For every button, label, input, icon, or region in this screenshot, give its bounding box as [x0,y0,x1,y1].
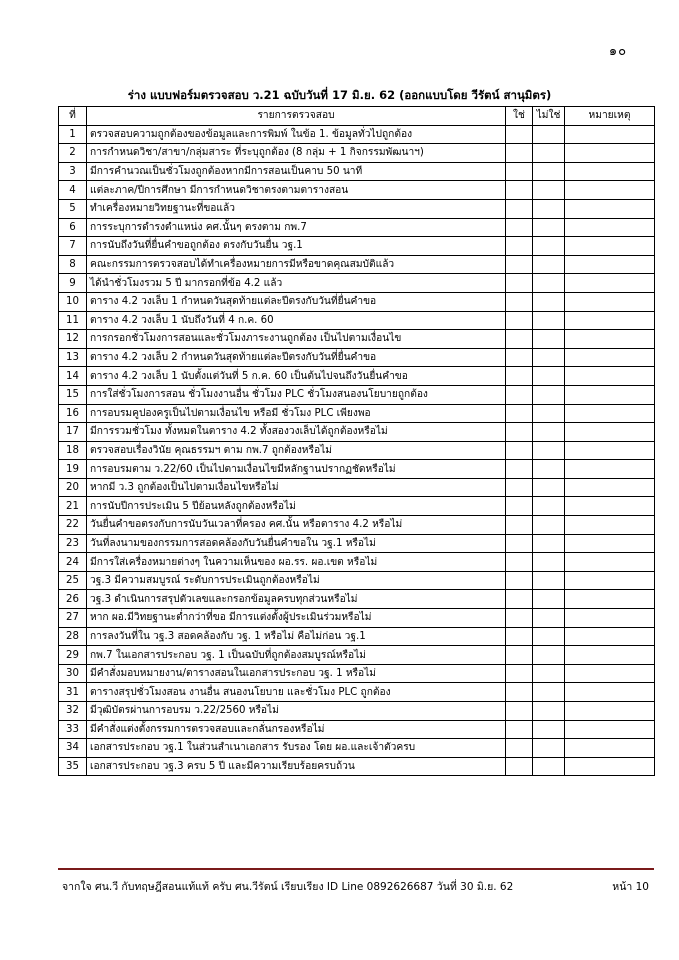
row-item-text: การนับปีการประเมิน 5 ปีย้อนหลังถูกต้องหรือไม่ [87,497,506,516]
row-item-text: หาก ผอ.มีวิทยฐานะต่ำกว่าที่ขอ มีการแต่งตั้งผู้ประเมินร่วมหรือไม่ [87,609,506,628]
row-remark-cell[interactable] [565,609,655,628]
row-item-text: ทำเครื่องหมายวิทยฐานะที่ขอแล้ว [87,199,506,218]
row-yes-cell[interactable] [506,757,533,776]
table-row [59,627,655,646]
table-row [59,683,655,702]
row-number: 34 [59,739,87,758]
row-number: 16 [59,404,87,423]
row-no-cell[interactable] [533,218,565,237]
row-yes-cell[interactable] [506,571,533,590]
row-number: 13 [59,348,87,367]
row-remark-cell[interactable] [565,181,655,200]
checklist-table [58,106,655,776]
table-row [59,255,655,274]
row-no-cell[interactable] [533,609,565,628]
row-yes-cell[interactable] [506,292,533,311]
row-number: 25 [59,571,87,590]
table-row [59,218,655,237]
row-item-text: มีวุฒิบัตรผ่านการอบรม ว.22/2560 หรือไม่ [87,702,506,721]
row-yes-cell[interactable] [506,646,533,665]
row-yes-cell[interactable] [506,218,533,237]
row-yes-cell[interactable] [506,534,533,553]
table-row [59,571,655,590]
footer-divider [58,868,654,870]
row-yes-cell[interactable] [506,460,533,479]
row-number: 10 [59,292,87,311]
row-yes-cell[interactable] [506,367,533,386]
row-item-text: การนับถึงวันที่ยื่นคำขอถูกต้อง ตรงกับวันยื่น วฐ.1 [87,237,506,256]
row-item-text: การระบุการดำรงตำแหน่ง คศ.นั้นๆ ตรงตาม กพ.7 [87,218,506,237]
row-yes-cell[interactable] [506,255,533,274]
row-number: 5 [59,199,87,218]
row-remark-cell[interactable] [565,330,655,349]
row-remark-cell[interactable] [565,367,655,386]
row-item-text: มีการคำนวณเป็นชั่วโมงถูกต้องหากมีการสอนเป็นคาบ 50 นาที [87,162,506,181]
row-item-text: คณะกรรมการตรวจสอบได้ทำเครื่องหมายการมีหรือขาดคุณสมบัติแล้ว [87,255,506,274]
row-remark-cell[interactable] [565,199,655,218]
row-remark-cell[interactable] [565,162,655,181]
row-no-cell[interactable] [533,534,565,553]
row-yes-cell[interactable] [506,385,533,404]
row-remark-cell[interactable] [565,553,655,572]
row-yes-cell[interactable] [506,237,533,256]
row-remark-cell[interactable] [565,683,655,702]
table-row [59,144,655,163]
row-item-text: วันที่ลงนามของกรรมการสอดคล้องกับวันยื่นคำขอใน วฐ.1 หรือไม่ [87,534,506,553]
row-item-text: การกรอกชั่วโมงการสอนและชั่วโมงภาระงานถูกต้อง เป็นไปตามเงื่อนไข [87,330,506,349]
row-yes-cell[interactable] [506,590,533,609]
row-item-text: ตาราง 4.2 วงเล็บ 1 กำหนดวันสุดท้ายแต่ละปีตรงกับวันที่ยื่นคำขอ [87,292,506,311]
row-item-text: หากมี ว.3 ถูกต้องเป็นไปตามเงื่อนไขหรือไม่ [87,478,506,497]
row-remark-cell[interactable] [565,348,655,367]
row-item-text: ตรวจสอบเรื่องวินัย คุณธรรมฯ ตาม กพ.7 ถูกต้องหรือไม่ [87,441,506,460]
row-remark-cell[interactable] [565,516,655,535]
row-no-cell[interactable] [533,571,565,590]
row-no-cell[interactable] [533,125,565,144]
page-title: ร่าง แบบฟอร์มตรวจสอบ ว.21 ฉบับวันที่ 17 มิ.ย. 62 (ออกแบบโดย วีรัตน์ สานุมิตร) [127,88,552,102]
row-no-cell[interactable] [533,330,565,349]
row-yes-cell[interactable] [506,497,533,516]
row-remark-cell[interactable] [565,404,655,423]
table-row [59,646,655,665]
row-no-cell[interactable] [533,757,565,776]
table-row [59,497,655,516]
table-row [59,516,655,535]
table-row [59,423,655,442]
row-item-text: การลงวันที่ใน วฐ.3 สอดคล้องกับ วฐ. 1 หรือไม่ คือไม่ก่อน วฐ.1 [87,627,506,646]
row-item-text: มีคำสั่งมอบหมายงาน/ตารางสอนในเอกสารประกอบ วฐ. 1 หรือไม่ [87,664,506,683]
row-number: 2 [59,144,87,163]
row-item-text: ตารางสรุปชั่วโมงสอน งานอื่น สนองนโยบาย และชั่วโมง PLC ถูกต้อง [87,683,506,702]
row-no-cell[interactable] [533,385,565,404]
table-row [59,534,655,553]
row-number: 19 [59,460,87,479]
header-item: รายการตรวจสอบ [87,107,506,126]
header-no: ไม่ใช่ [533,107,565,126]
row-yes-cell[interactable] [506,683,533,702]
row-remark-cell[interactable] [565,460,655,479]
row-no-cell[interactable] [533,553,565,572]
row-no-cell[interactable] [533,627,565,646]
footer-page-number: หน้า 10 [612,881,649,893]
row-no-cell[interactable] [533,292,565,311]
row-number: 24 [59,553,87,572]
row-remark-cell[interactable] [565,441,655,460]
row-remark-cell[interactable] [565,702,655,721]
row-remark-cell[interactable] [565,757,655,776]
row-number: 11 [59,311,87,330]
table-row [59,478,655,497]
row-item-text: การใส่ชั่วโมงการสอน ชั่วโมงงานอื่น ชั่วโมง PLC ชั่วโมงสนองนโยบายถูกต้อง [87,385,506,404]
row-no-cell[interactable] [533,162,565,181]
row-no-cell[interactable] [533,367,565,386]
row-no-cell[interactable] [533,441,565,460]
row-no-cell[interactable] [533,683,565,702]
row-no-cell[interactable] [533,739,565,758]
row-number: 7 [59,237,87,256]
row-number: 31 [59,683,87,702]
row-yes-cell[interactable] [506,330,533,349]
row-remark-cell[interactable] [565,311,655,330]
table-row [59,720,655,739]
row-no-cell[interactable] [533,348,565,367]
row-remark-cell[interactable] [565,292,655,311]
row-no-cell[interactable] [533,423,565,442]
row-no-cell[interactable] [533,255,565,274]
row-number: 22 [59,516,87,535]
row-remark-cell[interactable] [565,571,655,590]
row-yes-cell[interactable] [506,702,533,721]
table-body [59,125,655,776]
row-number: 21 [59,497,87,516]
table-row [59,702,655,721]
row-item-text: มีการรวมชั่วโมง ทั้งหมดในตาราง 4.2 ทั้งสองวงเล็บได้ถูกต้องหรือไม่ [87,423,506,442]
table-row [59,199,655,218]
row-remark-cell[interactable] [565,218,655,237]
row-number: 32 [59,702,87,721]
row-remark-cell[interactable] [565,664,655,683]
row-item-text: ตาราง 4.2 วงเล็บ 1 นับถึงวันที่ 4 ก.ค. 60 [87,311,506,330]
table-row [59,609,655,628]
header-yes: ใช่ [506,107,533,126]
row-item-text: การอบรมคูปองครูเป็นไปตามเงื่อนไข หรือมี ชั่วโมง PLC เพียงพอ [87,404,506,423]
row-remark-cell[interactable] [565,627,655,646]
header-remark: หมายเหตุ [565,107,655,126]
row-number: 8 [59,255,87,274]
row-yes-cell[interactable] [506,478,533,497]
row-yes-cell[interactable] [506,720,533,739]
row-number: 12 [59,330,87,349]
row-remark-cell[interactable] [565,534,655,553]
table-row [59,739,655,758]
table-row [59,237,655,256]
row-number: 15 [59,385,87,404]
row-item-text: แต่ละภาค/ปีการศึกษา มีการกำหนดวิชาตรงตามตารางสอน [87,181,506,200]
row-number: 29 [59,646,87,665]
table-row [59,385,655,404]
table-row [59,553,655,572]
row-yes-cell[interactable] [506,553,533,572]
row-number: 4 [59,181,87,200]
table-row [59,125,655,144]
row-number: 18 [59,441,87,460]
row-item-text: มีคำสั่งแต่งตั้งกรรมการตรวจสอบและกลั่นกรองหรือไม่ [87,720,506,739]
row-item-text: ได้นำชั่วโมงรวม 5 ปี มากรอกที่ข้อ 4.2 แล้ว [87,274,506,293]
row-number: 33 [59,720,87,739]
row-yes-cell[interactable] [506,274,533,293]
row-no-cell[interactable] [533,478,565,497]
row-number: 28 [59,627,87,646]
row-no-cell[interactable] [533,181,565,200]
row-item-text: ตาราง 4.2 วงเล็บ 2 กำหนดวันสุดท้ายแต่ละปีตรงกับวันที่ยื่นคำขอ [87,348,506,367]
row-no-cell[interactable] [533,311,565,330]
row-item-text: การกำหนดวิชา/สาขา/กลุ่มสาระ ที่ระบุถูกต้อง (8 กลุ่ม + 1 กิจกรรมพัฒนาฯ) [87,144,506,163]
row-no-cell[interactable] [533,497,565,516]
row-no-cell[interactable] [533,516,565,535]
row-remark-cell[interactable] [565,144,655,163]
row-item-text: เอกสารประกอบ วฐ.1 ในส่วนสำเนาเอกสาร รับรอง โดย ผอ.และเจ้าตัวครบ [87,739,506,758]
footer-text: จากใจ ศน.วี กับทฤษฎีสอนแท้แท้ ครับ ศน.วีรัตน์ เรียบเรียง ID Line 0892626687 วันที่ 30 มิ.ย. 62 [62,881,514,893]
row-yes-cell[interactable] [506,311,533,330]
row-yes-cell[interactable] [506,125,533,144]
row-number: 35 [59,757,87,776]
row-no-cell[interactable] [533,460,565,479]
row-item-text: มีการใส่เครื่องหมายต่างๆ ในความเห็นของ ผอ.รร. ผอ.เขต หรือไม่ [87,553,506,572]
table-row [59,757,655,776]
table-row [59,181,655,200]
row-number: 30 [59,664,87,683]
row-yes-cell[interactable] [506,199,533,218]
row-remark-cell[interactable] [565,255,655,274]
row-item-text: ตาราง 4.2 วงเล็บ 1 นับตั้งแต่วันที่ 5 ก.ค. 60 เป็นต้นไปจนถึงวันยื่นคำขอ [87,367,506,386]
row-remark-cell[interactable] [565,646,655,665]
row-number: 23 [59,534,87,553]
row-remark-cell[interactable] [565,497,655,516]
table-row [59,590,655,609]
table-row [59,292,655,311]
row-remark-cell[interactable] [565,720,655,739]
table-row [59,330,655,349]
row-yes-cell[interactable] [506,664,533,683]
row-remark-cell[interactable] [565,423,655,442]
row-no-cell[interactable] [533,646,565,665]
row-yes-cell[interactable] [506,144,533,163]
row-no-cell[interactable] [533,720,565,739]
row-no-cell[interactable] [533,702,565,721]
row-number: 26 [59,590,87,609]
row-yes-cell[interactable] [506,162,533,181]
row-yes-cell[interactable] [506,609,533,628]
row-remark-cell[interactable] [565,739,655,758]
row-remark-cell[interactable] [565,237,655,256]
row-yes-cell[interactable] [506,181,533,200]
row-remark-cell[interactable] [565,478,655,497]
row-yes-cell[interactable] [506,627,533,646]
row-remark-cell[interactable] [565,125,655,144]
row-number: 17 [59,423,87,442]
table-header-row [59,107,655,126]
row-yes-cell[interactable] [506,441,533,460]
row-yes-cell[interactable] [506,404,533,423]
row-number: 20 [59,478,87,497]
row-number: 27 [59,609,87,628]
row-number: 1 [59,125,87,144]
row-remark-cell[interactable] [565,385,655,404]
table-row [59,664,655,683]
row-number: 9 [59,274,87,293]
table-row [59,348,655,367]
table-row [59,274,655,293]
row-number: 14 [59,367,87,386]
row-no-cell[interactable] [533,144,565,163]
row-no-cell[interactable] [533,199,565,218]
row-yes-cell[interactable] [506,739,533,758]
row-no-cell[interactable] [533,404,565,423]
table-row [59,404,655,423]
table-row [59,460,655,479]
row-item-text: วฐ.3 มีความสมบูรณ์ ระดับการประเมินถูกต้องหรือไม่ [87,571,506,590]
row-remark-cell[interactable] [565,274,655,293]
row-item-text: เอกสารประกอบ วฐ.3 ครบ 5 ปี และมีความเรียบร้อยครบถ้วน [87,757,506,776]
row-yes-cell[interactable] [506,516,533,535]
row-number: 6 [59,218,87,237]
table-row [59,367,655,386]
row-no-cell[interactable] [533,274,565,293]
row-item-text: การอบรมตาม ว.22/60 เป็นไปตามเงื่อนไขมีหลักฐานปรากฏชัดหรือไม่ [87,460,506,479]
table-row [59,162,655,181]
row-item-text: ตรวจสอบความถูกต้องของข้อมูลและการพิมพ์ ในข้อ 1. ข้อมูลทั่วไปถูกต้อง [87,125,506,144]
table-row [59,441,655,460]
row-remark-cell[interactable] [565,590,655,609]
row-yes-cell[interactable] [506,423,533,442]
row-number: 3 [59,162,87,181]
row-item-text: กพ.7 ในเอกสารประกอบ วฐ. 1 เป็นฉบับที่ถูกต้องสมบูรณ์หรือไม่ [87,646,506,665]
row-no-cell[interactable] [533,590,565,609]
row-yes-cell[interactable] [506,348,533,367]
row-item-text: วฐ.3 ดำเนินการสรุปตัวเลขและกรอกข้อมูลครบทุกส่วนหรือไม่ [87,590,506,609]
row-no-cell[interactable] [533,664,565,683]
header-num: ที่ [59,107,87,126]
table-row [59,311,655,330]
row-item-text: วันยื่นคำขอตรงกับการนับวันเวลาที่ครอง คศ.นั้น หรือตาราง 4.2 หรือไม่ [87,516,506,535]
page-number-thai: ๑๐ [608,44,627,59]
row-no-cell[interactable] [533,237,565,256]
